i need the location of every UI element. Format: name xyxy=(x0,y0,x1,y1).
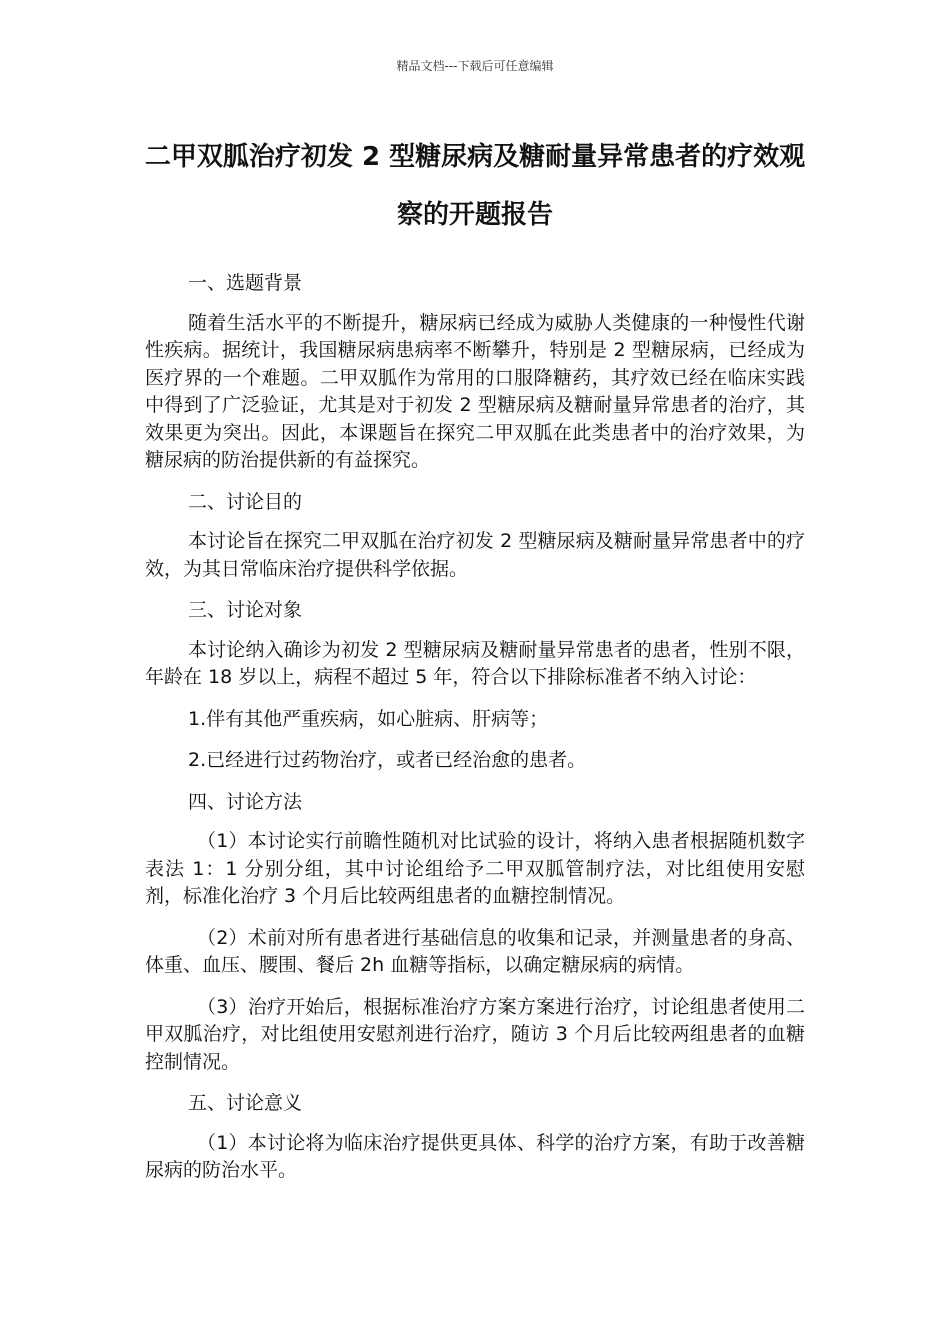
section-heading-significance: 五、讨论意义 xyxy=(188,1092,303,1114)
methods-paragraph-2: （2）术前对所有患者进行基础信息的收集和记录，并测量患者的身高、体重、血压、腰围、餐后 2h 血糖等指标，以确定糖尿病的病情。 xyxy=(145,926,805,976)
significance-paragraph-1: （1）本讨论将为临床治疗提供更具体、科学的治疗方案，有助于改善糖尿病的防治水平。 xyxy=(145,1131,805,1181)
document-title: 二甲双胍治疗初发 2 型糖尿病及糖耐量异常患者的疗效观察的开题报告 xyxy=(144,142,806,230)
section-heading-subjects: 三、讨论对象 xyxy=(188,599,303,621)
exclusion-item-1: 1.伴有其他严重疾病，如心脏病、肝病等； xyxy=(188,707,549,730)
purpose-paragraph: 本讨论旨在探究二甲双胍在治疗初发 2 型糖尿病及糖耐量异常患者中的疗效，为其日常临床治疗提供科学依据。 xyxy=(145,530,805,580)
document-body xyxy=(145,270,805,1199)
section-heading-methods: 四、讨论方法 xyxy=(188,790,303,813)
methods-paragraph-1: （1）本讨论实行前瞻性随机对比试验的设计，将纳入患者根据随机数字表法 1：1 分别分组，其中讨论组给予二甲双胍管制疗法，对比组使用安慰剂，标准化治疗 3 个月后比较两组患者的血糖控制情况。 xyxy=(145,830,805,907)
background-paragraph: 随着生活水平的不断提升，糖尿病已经成为威胁人类健康的一种慢性代谢性疾病。据统计，我国糖尿病患病率不断攀升，特别是 2 型糖尿病，已经成为医疗界的一个难题。二甲双胍作为常用的口服降糖药，其疗效已经在临床实践中得到了广泛验证，尤其是对于初发 2 型糖尿病及糖耐量异常患者的治疗，其效果更为突出。因此，本课题旨在探究二甲双胍在此类患者中的治疗效果，为糖尿病的防治提供新的有益探究。 xyxy=(145,311,805,471)
subjects-paragraph: 本讨论纳入确诊为初发 2 型糖尿病及糖耐量异常患者的患者，性别不限，年龄在 18 岁以上，病程不超过 5 年，符合以下排除标准者不纳入讨论： xyxy=(145,638,805,688)
section-heading-purpose: 二、讨论目的 xyxy=(188,490,303,513)
exclusion-item-2: 2.已经进行过药物治疗，或者已经治愈的患者。 xyxy=(188,749,587,771)
page-header: 精品文档---下载后可任意编辑 xyxy=(396,59,554,73)
section-heading-background: 一、选题背景 xyxy=(188,272,303,294)
methods-paragraph-3: （3）治疗开始后，根据标准治疗方案方案进行治疗，讨论组患者使用二甲双胍治疗，对比组使用安慰剂进行治疗，随访 3 个月后比较两组患者的血糖控制情况。 xyxy=(145,995,805,1073)
